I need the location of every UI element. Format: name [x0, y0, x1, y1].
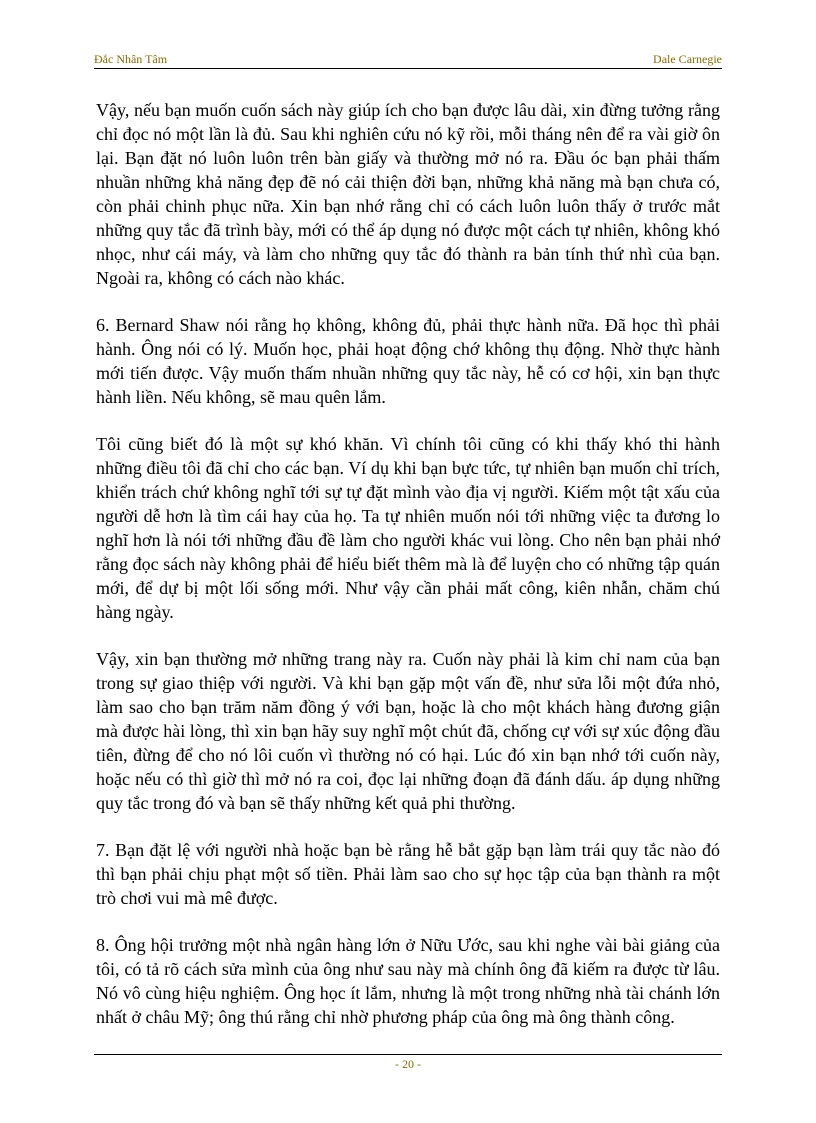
- paragraph-review-book: Vậy, nếu bạn muốn cuốn sách này giúp ích cho bạn được lâu dài, xin đừng tưởng rằng chỉ đọc nó một lần là đủ. Sau khi nghiên cứu nó kỹ rồi, mỗi tháng nên để ra vài giờ ôn lại. Bạn đặt nó luôn luôn trên bàn giấy và thường mở nó ra. Đầu óc bạn phải thấm nhuần những khả năng đẹp đẽ nó cải thiện đời bạn, những khả năng mà bạn chưa có, còn phải chinh phục nữa. Xin bạn nhớ rằng chỉ có cách luôn luôn thấy ở trước mắt những quy tắc đã trình bày, mới có thể áp dụng nó được một cách tự nhiên, không khó nhọc, như cái máy, và làm cho những quy tắc đó thành ra bản tính thứ nhì của bạn. Ngoài ra, không có cách nào khác.: [96, 100, 720, 288]
- author-name: Dale Carnegie: [653, 52, 722, 66]
- page-number: - 20 -: [395, 1057, 421, 1071]
- paragraph-item-6-practice: 6. Bernard Shaw nói rằng họ không, không đủ, phải thực hành nữa. Đã học thì phải hành. Ông nói có lý. Muốn học, phải hoạt động chớ không thụ động. Nhờ thực hành mới tiến được. Vậy muốn thấm nhuần những quy tắc này, hễ có cơ hội, xin bạn thực hành liền. Nếu không, sẽ mau quên lắm.: [96, 315, 720, 407]
- page-header: [94, 52, 722, 69]
- page-body: [96, 98, 720, 1052]
- book-title: Đắc Nhân Tâm: [94, 52, 168, 66]
- paragraph-guide: Vậy, xin bạn thường mở những trang này ra. Cuốn này phải là kim chỉ nam của bạn trong sự giao thiệp với người. Và khi bạn gặp một vấn đề, như sửa lỗi một đứa nhỏ, làm sao cho bạn trăm năm đồng ý với bạn, hoặc là cho một khách hàng đương giận mà được hài lòng, thì xin bạn hãy suy nghĩ một chút đã, chống cự với sự xúc động đầu tiên, đừng để cho nó lôi cuốn vì thường nó có hại. Lúc đó xin bạn nhớ tới cuốn này, hoặc nếu có thì giờ thì mở nó ra coi, đọc lại những đoạn đã đánh dấu. áp dụng những quy tắc trong đó và bạn sẽ thấy những kết quả phi thường.: [96, 649, 720, 813]
- paragraph-item-7-penalty: 7. Bạn đặt lệ với người nhà hoặc bạn bè rằng hễ bắt gặp bạn làm trái quy tắc nào đó thì bạn phải chịu phạt một số tiền. Phải làm sao cho sự học tập của bạn thành ra một trò chơi vui mà mê được.: [96, 840, 720, 908]
- paragraph-item-8-banker: 8. Ông hội trưởng một nhà ngân hàng lớn ở Nữu Ước, sau khi nghe vài bài giảng của tôi, có tả rõ cách sửa mình của ông như sau này mà chính ông đã kiếm ra được từ lâu. Nó vô cùng hiệu nghiệm. Ông học ít lắm, nhưng là một trong những nhà tài chánh lớn nhất ở châu Mỹ; ông thú rằng chỉ nhờ phương pháp của ông mà ông thành công.: [96, 935, 720, 1027]
- footer-divider: [94, 1054, 722, 1055]
- paragraph-difficulty: Tôi cũng biết đó là một sự khó khăn. Vì chính tôi cũng có khi thấy khó thi hành những điều tôi đã chỉ cho các bạn. Ví dụ khi bạn bực tức, tự nhiên bạn muốn chỉ trích, khiển trách chứ không nghĩ tới sự tự đặt mình vào địa vị người. Kiếm một tật xấu của người dễ hơn là tìm cái hay của họ. Ta tự nhiên muốn nói tới những việc ta đương lo nghĩ hơn là nói tới những đầu đề làm cho người khác vui lòng. Cho nên bạn phải nhớ rằng đọc sách này không phải để hiểu biết thêm mà là để luyện cho có những tập quán mới, để dự bị một lối sống mới. Như vậy cần phải mất công, kiên nhẫn, chăm chú hàng ngày.: [96, 434, 720, 622]
